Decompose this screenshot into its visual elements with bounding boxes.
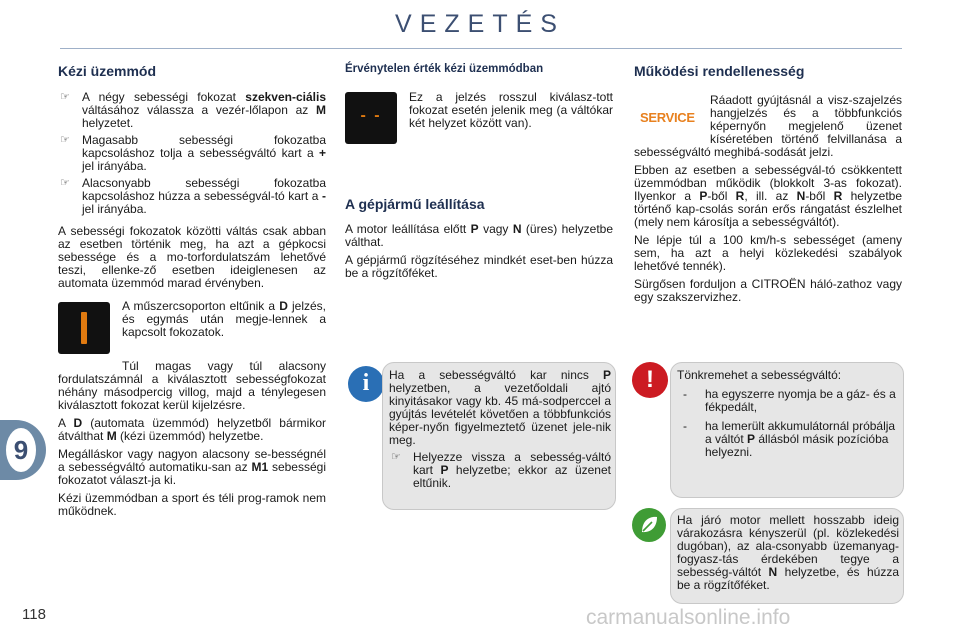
column-malfunction: [634, 63, 902, 304]
invalid-display-icon: - -: [345, 92, 397, 144]
page-number: 118: [22, 606, 46, 623]
list-item: ☞ Helyezze vissza a sebesség-váltó kart P helyzetbe; ekkor az üzenet eltűnik.: [389, 451, 611, 490]
page-header: VEZETÉS: [395, 10, 565, 38]
column-manual-mode: [58, 63, 326, 518]
column-invalid-value: [345, 63, 613, 280]
list-item: - ha lemerült akkumulátornál próbálja a váltót P állásból másik pozícióba helyezni.: [677, 420, 899, 459]
paragraph-degraded-mode: Ebben az esetben a sebességvál-tó csökkentett üzemmódban működik (blokkolt 3-as fokozat). Ilyenkor a P-ből R, ill. az N-ből R helyzetbe történő kap-csolás során erős rángatást észlelhet (mely nem károsítja a sebességváltót).: [634, 163, 902, 229]
paragraph-sport-winter: Kézi üzemmódban a sport és téli prog-ramok nem működnek.: [58, 491, 326, 518]
list-item: ☞ Alacsonyabb sebességi fokozatba kapcsoláshoz húzza a sebességvál-tó kart a - jel irányába.: [58, 177, 326, 216]
list-item: ☞ A négy sebességi fokozat szekven-ciális váltásához válassza a vezér-lőlapon az M helyzetet.: [58, 91, 326, 130]
gear-indicator-block: [58, 300, 326, 356]
info-bullets: [389, 451, 611, 490]
eco-leaf-icon: [632, 508, 666, 542]
list-item: - ha egyszerre nyomja be a gáz- és a fékpedált,: [677, 388, 899, 414]
warning-box: [670, 362, 904, 498]
heading-malfunction: Működési rendellenesség: [634, 63, 805, 79]
heading-invalid-value: Érvénytelen érték kézi üzemmódban: [345, 63, 544, 75]
warning-title: Tönkremehet a sebességváltó:: [677, 368, 842, 382]
paragraph-shift-conditions: A sebességi fokozatok közötti váltás csak abban az esetben történik meg, ha azt a gépkocsi sebessége és a mo-torfordulatszám lehetővé teszi, ellenke-ző esetben ideiglenesen az automata üzemmód marad érvényben.: [58, 224, 326, 290]
service-icon: SERVICE: [640, 110, 695, 125]
list-item: ☞ Magasabb sebességi fokozatba kapcsoláshoz tolja a sebességváltó kart a + jel irányába.: [58, 134, 326, 173]
invalid-indicator-block: [345, 91, 613, 149]
paragraph-stopping: Megálláskor vagy nagyon alacsony se-bességnél a sebességváltó automatiku-san az M1 sebességi fokozatot választ-ja ki.: [58, 447, 326, 487]
header-divider: [60, 48, 902, 49]
paragraph-invalid-value: Ez a jelzés rosszul kiválasz-tott fokozat esetén jelenik meg (a váltókar két helyzet között van).: [409, 90, 613, 130]
info-text: Ha a sebességváltó kar nincs P helyzetben, a vezetőoldali ajtó kinyitásakor vagy kb. 45 má-sodperccel a gyújtás levételét követően a többfunkciós képer-nyőn figyelmeztető üzenet jele-nik meg.: [389, 368, 611, 447]
watermark: carmanualsonline.info: [586, 606, 791, 629]
paragraph-handbrake: A gépjármű rögzítéséhez mindkét eset-ben húzza be a rögzítőféket.: [345, 253, 613, 280]
paragraph-speed-limit: Ne lépje túl a 100 km/h-s sebességet (ameny sem, ha azt a helyi közlekedési szabályok lehetővé tennék).: [634, 233, 902, 273]
paragraph-rpm-warning: Túl magas vagy túl alacsony fordulatszámnál a kiválasztott sebességfokozat néhány másodpercig villog, majd a ténylegesen kiválasztott fokozat kerül kijelzésre.: [58, 359, 326, 412]
paragraph-switch-modes: A D (automata üzemmód) helyzetből bármikor átválthat M (kézi üzemmód) helyzetbe.: [58, 416, 326, 443]
warning-icon: !: [632, 362, 668, 398]
eco-tip: Ha járó motor mellett hosszabb ideig várakozásra kényszerül (pl. közlekedési dugóban), az ala-csonyabb üzemanyag-fogyasz-tás érdekében tegye a sebesség-váltót N helyzetbe, és húzza be a rögzítőféket.: [677, 513, 899, 592]
paragraph-engine-off: A motor leállítása előtt P vagy N (üres) helyzetbe válthat.: [345, 222, 614, 249]
paragraph-contact-dealer: Sürgősen forduljon a CITROËN háló-zathoz vagy egy szakszervizhez.: [634, 277, 902, 304]
gear-display-icon: [58, 302, 110, 354]
heading-stopping-vehicle: A gépjármű leállítása: [345, 196, 485, 212]
paragraph-gear-display: A műszercsoporton eltűnik a D jelzés, és egymás után megje-lennek a kapcsolt fokozatok.: [122, 299, 327, 339]
heading-manual-mode: Kézi üzemmód: [58, 63, 157, 79]
chapter-number: 9: [6, 428, 36, 472]
paragraph-malfunction-warning: Ráadott gyújtásnál a visz-szajelzés hangjelzés és a többfunkciós képernyőn megjelenő üzenet kíséretében történő felvillanása a sebességváltó meghibá-sodását jelzi.: [634, 93, 902, 159]
eco-box: [670, 508, 904, 604]
info-icon: i: [348, 366, 384, 402]
info-box: [382, 362, 616, 510]
manual-mode-bullets: [58, 91, 326, 216]
service-block: [634, 94, 902, 159]
